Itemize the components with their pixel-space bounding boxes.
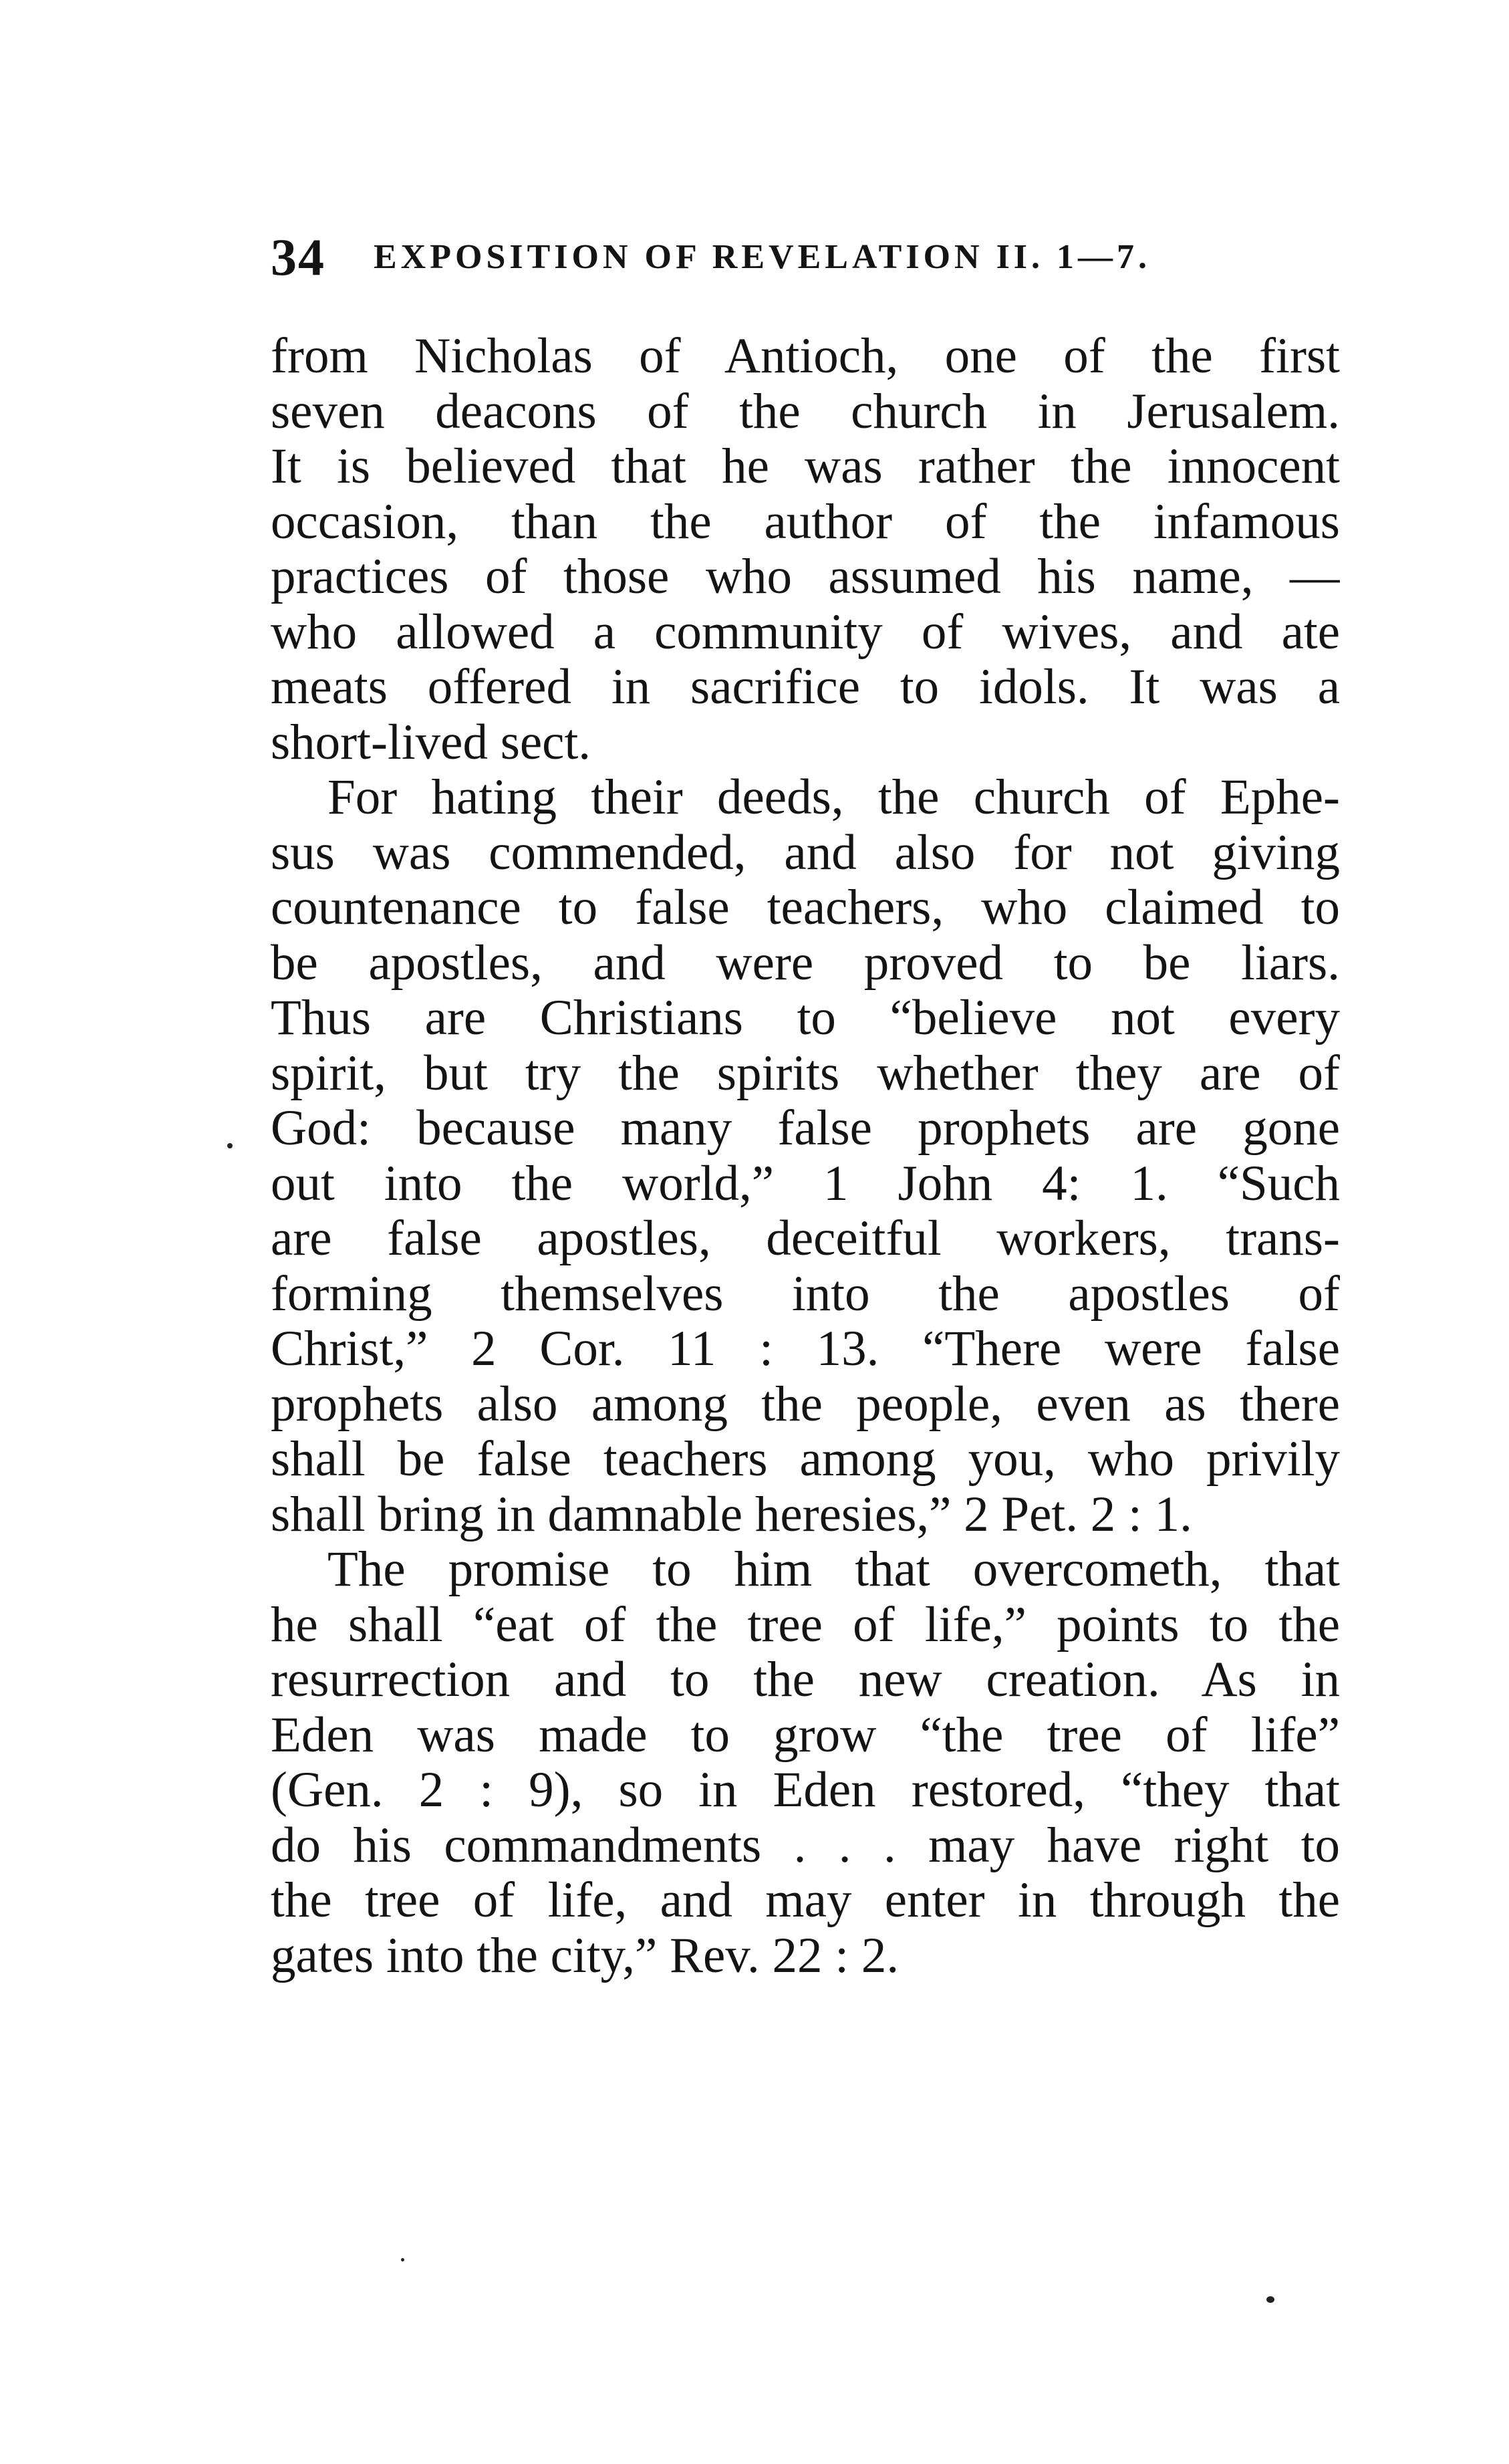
text-line: occasion, than the author of the infamous — [271, 494, 1340, 549]
text-line: countenance to false teachers, who claimed to — [271, 880, 1340, 935]
running-title: EXPOSITION OF REVELATION II. 1—7. — [374, 238, 1151, 277]
text-line: Christ,” 2 Cor. 11 : 13. “There were false — [271, 1322, 1340, 1376]
text-line: resurrection and to the new creation. As in — [271, 1652, 1340, 1707]
text-line: are false apostles, deceitful workers, trans- — [271, 1211, 1340, 1266]
text-line: gates into the city,” Rev. 22 : 2. — [271, 1928, 900, 1983]
text-line: be apostles, and were proved to be liars. — [271, 935, 1340, 991]
text-line: For hating their deeds, the church of Ephe- — [327, 770, 1340, 825]
text-line: God: because many false prophets are gone — [271, 1101, 1340, 1156]
text-line: practices of those who assumed his name, — — [271, 549, 1340, 604]
text-line: It is believed that he was rather the innocent — [271, 439, 1340, 494]
ink-speck — [1266, 2296, 1274, 2303]
text-line: prophets also among the people, even as there — [271, 1376, 1340, 1432]
paragraph-1 — [271, 329, 1340, 770]
running-head — [271, 221, 1353, 294]
body-text — [271, 329, 1340, 1983]
ink-speck — [401, 2258, 404, 2261]
text-line: who allowed a community of wives, and ate — [271, 604, 1340, 660]
text-line: Thus are Christians to “believe not every — [271, 991, 1340, 1045]
page-number: 34 — [271, 228, 325, 287]
text-line: (Gen. 2 : 9), so in Eden restored, “they that — [271, 1763, 1340, 1818]
text-line: he shall “eat of the tree of life,” points to the — [271, 1597, 1340, 1652]
text-line: short-lived sect. — [271, 715, 591, 770]
text-line: the tree of life, and may enter in through the — [271, 1873, 1340, 1928]
text-line: seven deacons of the church in Jerusalem. — [271, 384, 1340, 439]
text-line: forming themselves into the apostles of — [271, 1266, 1340, 1322]
ink-speck — [227, 1143, 233, 1148]
text-line: spirit, but try the spirits whether they are of — [271, 1045, 1340, 1101]
text-line: out into the world,” 1 John 4: 1. “Such — [271, 1156, 1340, 1211]
text-line: from Nicholas of Antioch, one of the first — [271, 329, 1340, 384]
paragraph-2 — [271, 770, 1340, 1542]
text-line: The promise to him that overcometh, that — [327, 1542, 1340, 1597]
text-line: do his commandments . . . may have right to — [271, 1818, 1340, 1873]
text-line: shall bring in damnable heresies,” 2 Pet. 2 : 1. — [271, 1487, 1192, 1542]
paragraph-3 — [271, 1542, 1340, 1983]
text-line: Eden was made to grow “the tree of life” — [271, 1707, 1340, 1763]
text-line: shall be false teachers among you, who privily — [271, 1432, 1340, 1487]
text-line: sus was commended, and also for not giving — [271, 825, 1340, 880]
text-line: meats offered in sacrifice to idols. It was a — [271, 660, 1340, 715]
